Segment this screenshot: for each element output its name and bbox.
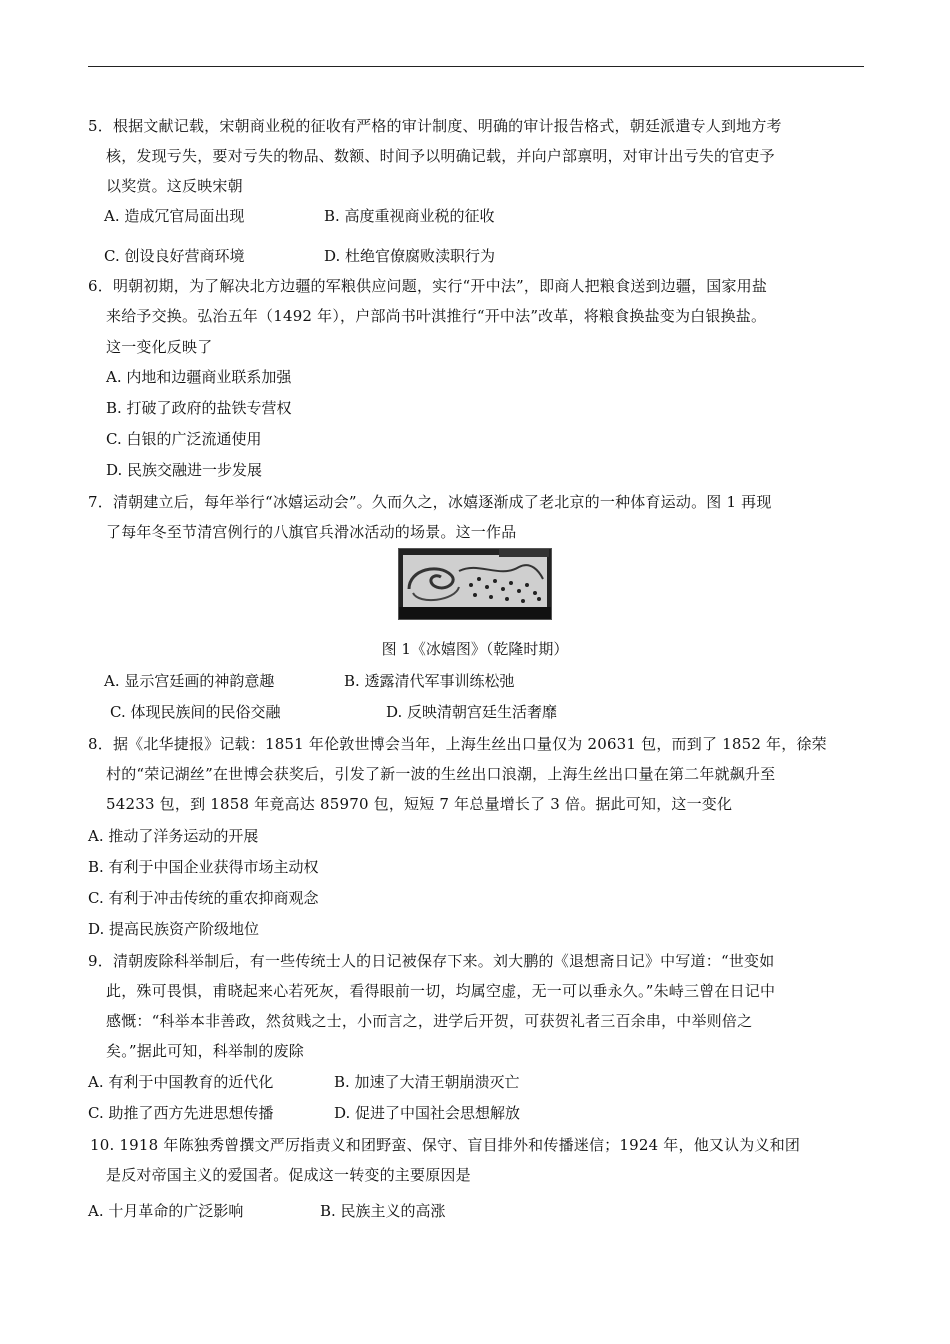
q5-stem-line-3: 以奖赏。这反映宋朝: [106, 177, 243, 195]
q6-option-b: B. 打破了政府的盐铁专营权: [106, 399, 292, 417]
q7-option-a: A. 显示宫廷画的神韵意趣: [104, 672, 275, 690]
q5-stem-line-2: 核，发现亏失，要对亏失的物品、数额、时间予以明确记载，并向户部禀明，对审计出亏失的官吏予: [106, 147, 775, 165]
figure-1-caption: 图 1《冰嬉图》（乾隆时期）: [381, 640, 569, 658]
q5-stem-line-1: 5．根据文献记载，宋朝商业税的征收有严格的审计制度、明确的审计报告格式，朝廷派遣专人到地方考: [88, 117, 782, 135]
header-rule: [88, 66, 864, 67]
q5-option-a: A. 造成冗官局面出现: [104, 207, 245, 225]
q9-stem-line-4: 矣。”据此可知，科举制的废除: [106, 1042, 304, 1060]
q10-stem-line-1: 10. 1918 年陈独秀曾撰文严厉指责义和团野蛮、保守、盲目排外和传播迷信；1924 年，他又认为义和团: [90, 1136, 801, 1154]
q6-option-d: D. 民族交融进一步发展: [106, 461, 263, 479]
q8-option-c: C. 有利于冲击传统的重农抑商观念: [88, 889, 319, 907]
q6-option-a: A. 内地和边疆商业联系加强: [106, 368, 292, 386]
q5-option-b: B. 高度重视商业税的征收: [324, 207, 495, 225]
q5-option-c: C. 创设良好营商环境: [104, 247, 245, 265]
q9-option-c: C. 助推了西方先进思想传播: [88, 1104, 274, 1122]
q7-stem-line-2: 了每年冬至节清宫例行的八旗官兵滑冰活动的场景。这一作品: [106, 523, 517, 541]
q8-stem-line-1: 8．据《北华捷报》记载：1851 年伦敦世博会当年，上海生丝出口量仅为 20631 包，而到了 1852 年，徐荣: [88, 735, 827, 753]
q8-option-a: A. 推动了洋务运动的开展: [88, 827, 259, 845]
q9-option-d: D. 促进了中国社会思想解放: [334, 1104, 521, 1122]
q10-option-a: A. 十月革命的广泛影响: [88, 1202, 244, 1220]
q9-stem-line-3: 感慨：“科举本非善政，然贫贱之士，小而言之，进学后开贺，可获贺礼者三百余串，中举则倍之: [106, 1012, 753, 1030]
q10-stem-line-2: 是反对帝国主义的爱国者。促成这一转变的主要原因是: [106, 1166, 471, 1184]
q8-option-d: D. 提高民族资产阶级地位: [88, 920, 260, 938]
q6-stem-line-3: 这一变化反映了: [106, 338, 213, 356]
q10-option-b: B. 民族主义的高涨: [320, 1202, 446, 1220]
q9-stem-line-1: 9．清朝废除科举制后，有一些传统士人的日记被保存下来。刘大鹏的《退想斋日记》中写道：“世变如: [88, 952, 775, 970]
q6-stem-line-2: 来给予交换。弘治五年（1492 年），户部尚书叶淇推行“开中法”改革，将粮食换盐变为白银换盐。: [106, 307, 767, 325]
q5-option-d: D. 杜绝官僚腐败渎职行为: [324, 247, 496, 265]
q8-stem-line-3: 54233 包，到 1858 年竟高达 85970 包，短短 7 年总量增长了 3 倍。据此可知，这一变化: [106, 795, 733, 813]
q9-option-b: B. 加速了大清王朝崩溃灭亡: [334, 1073, 520, 1091]
q7-option-b: B. 透露清代军事训练松弛: [344, 672, 515, 690]
q9-option-a: A. 有利于中国教育的近代化: [88, 1073, 274, 1091]
q8-option-b: B. 有利于中国企业获得市场主动权: [88, 858, 319, 876]
q6-stem-line-1: 6．明朝初期，为了解决北方边疆的军粮供应问题，实行“开中法”，即商人把粮食送到边疆，国家用盐: [88, 277, 768, 295]
q7-option-d: D. 反映清朝宫廷生活奢靡: [386, 703, 558, 721]
q9-stem-line-2: 此，殊可畏惧，甫晓起来心若死灰，看得眼前一切，均属空虚，无一可以垂永久。”朱峙三曾在日记中: [106, 982, 776, 1000]
q7-option-c: C. 体现民族间的民俗交融: [110, 703, 281, 721]
q7-stem-line-1: 7．清朝建立后，每年举行“冰嬉运动会”。久而久之，冰嬉逐渐成了老北京的一种体育运动。图 1 再现: [88, 493, 772, 511]
bingxi-painting-image: [398, 548, 552, 620]
q8-stem-line-2: 村的“荣记湖丝”在世博会获奖后，引发了新一波的生丝出口浪潮，上海生丝出口量在第二年就飙升至: [106, 765, 776, 783]
q6-option-c: C. 白银的广泛流通使用: [106, 430, 262, 448]
